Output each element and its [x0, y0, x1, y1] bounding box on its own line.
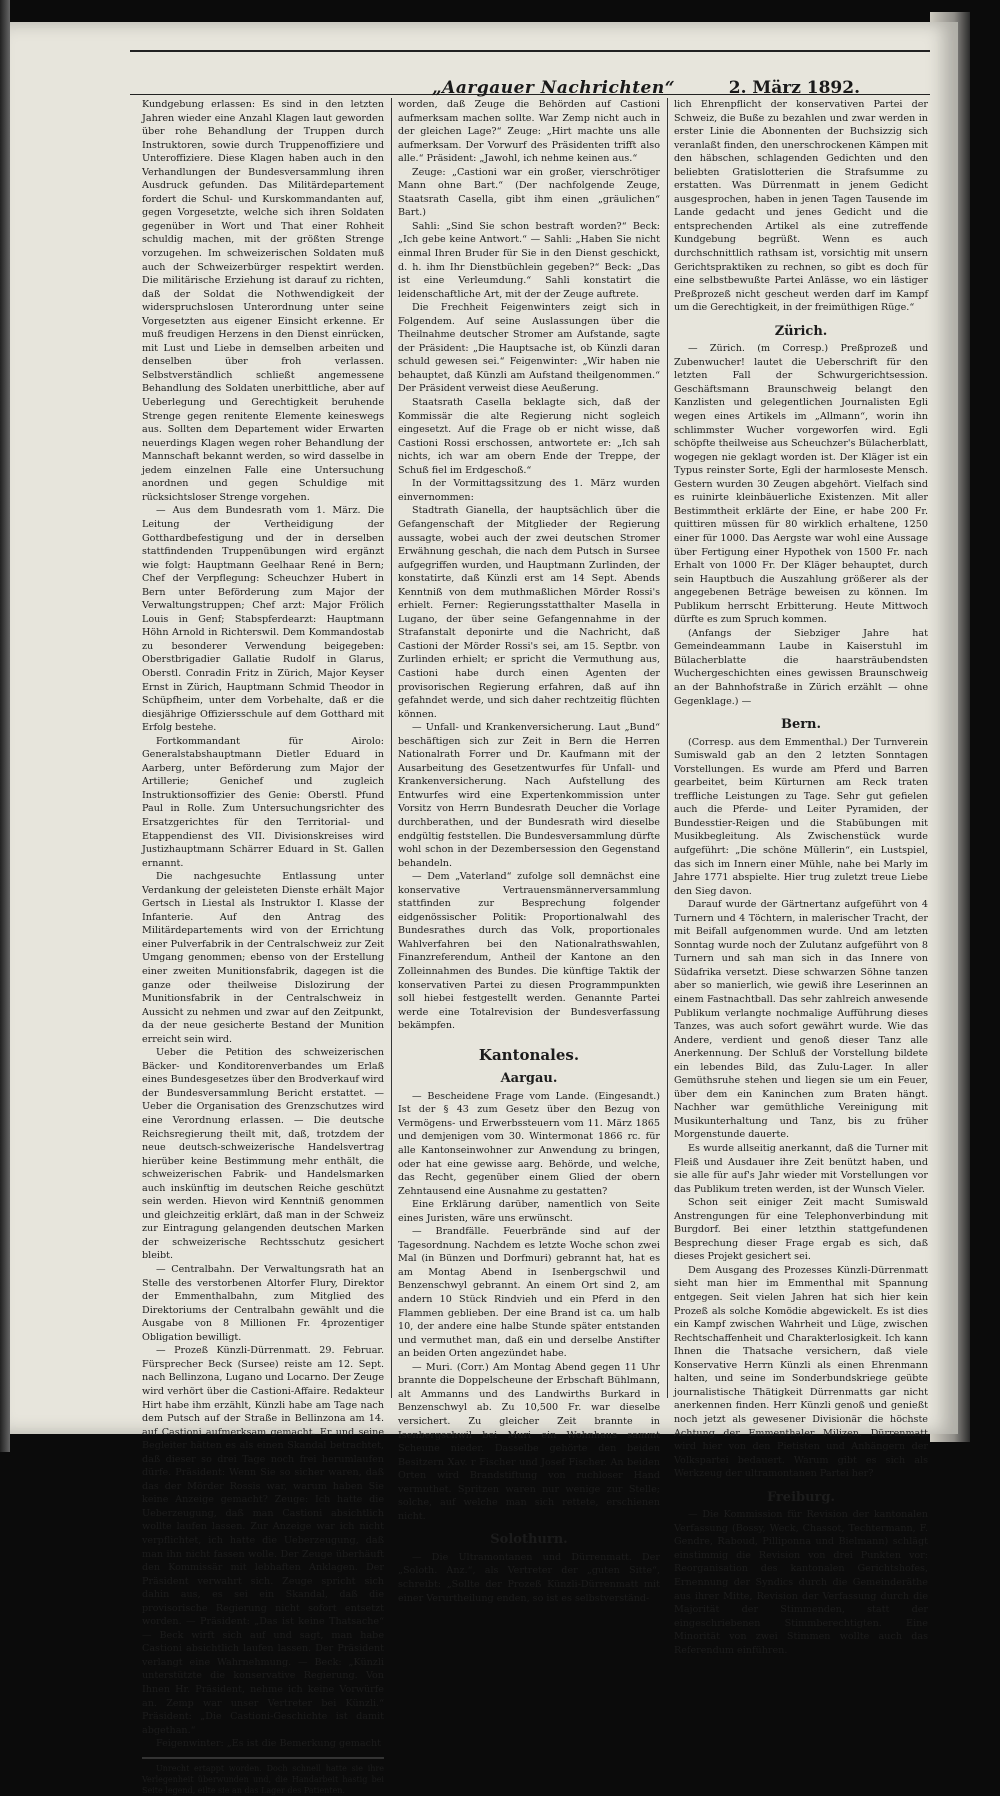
- column-2: [398, 98, 660, 1604]
- col1-paragraph: — Aus dem Bundesrath vom 1. März. Die Leitung der Vertheidigung der Gotthardbefestigung und der in derselben stattfindenden Truppenübungen wird ergänzt wie folgt: Hauptmann Geelhaar René in Bern; Chef der Verpflegung: Scheuchzer Hubert in Bern unter Beförderung zum Major der Verwaltungstruppen; Chef arzt: Major Frölich Louis in Genf; Stabspferdearzt: Hauptmann Höhn Arnold in Richterswil. Dem Kommandostab zu besonderer Verwendung beigegeben: Oberstbrigadier Gallatie Rudolf in Glarus, Oberstl. Conradin Fritz in Zürich, Major Keyser Ernst in Zürich, Hauptmann Schmid Theodor in Schüpfheim, unter dem Vorbehalte, daß er die diesjährige Offiziersschule auf dem Gotthard mit Erfolg bestehe.: [142, 505, 384, 734]
- col1-paragraph: Kundgebung erlassen: Es sind in den letzten Jahren wieder eine Anzahl Klagen laut geworden über rohe Behandlung der Truppen durch Instruktoren, sowie durch Truppenoffiziere und Unteroffiziere. Diese Klagen haben auch in den Verhandlungen der Bundesversammlung ihren Ausdruck gefunden. Das Militärdepartement fordert die Schul- und Kurskommandanten auf, gegen Vorgesetzte, welche sich ihren Soldaten gegenüber in Wort und That einer Rohheit schuldig machen, mit der größten Strenge vorzugehen. Im schweizerischen Soldaten muß auch der Schweizerbürger respektirt werden. Die militärische Erziehung ist darauf zu richten, daß der Soldat die Nothwendigkeit der widerspruchslosen Unterordnung unter seine Vorgesetzten aus eigener Einsicht erkenne. Er muß freudigen Herzens in den Dienst einrücken, mit Lust und Liebe in demselben arbeiten und denselben über froh verlassen. Selbstverständlich schließt angemessene Behandlung des Soldaten unerbittliche, aber auf Ueberlegung und Gerechtigkeit beruhende Strenge gegen renitente Elemente keineswegs aus. Sollten dem Departement wider Erwarten neuerdings Klagen wegen roher Behandlung der Mannschaft bekannt werden, so wird dasselbe in jedem einzelnen Falle eine Untersuchung anordnen und gegen Schuldige mit rücksichtsloser Strenge vorgehen.: [142, 99, 384, 503]
- section-heading-aargau: Aargau.: [500, 1071, 558, 1087]
- scan-left-edge: [0, 0, 10, 1452]
- col2-paragraph: worden, daß Zeuge die Behörden auf Castioni aufmerksam machen sollte. War Zemp nicht auch in der gleichen Lage?“ Zeuge: „Hirt machte uns alle aufmerksam. Der Vorwurf des Präsidenten trifft also alle.“ Präsident: „Jawohl, ich nehme keinen aus.“: [398, 99, 660, 165]
- bern-paragraph: Dem Ausgang des Prozesses Künzli-Dürrenmatt sieht man hier im Emmenthal mit Spannung entgegen. Seit vielen Jahren hat sich hier kein Prozeß als solche Komödie abgewickelt. Es ist dies ein Kampf zwischen Wahrheit und Lüge, zwischen Rechtschaffenheit und Charakterlosigkeit. Ich kann Ihnen die Thatsache versichern, daß viele Konservative Herrn Künzli als einen Ehrenmann halten, und seine im Sonderbundskriege geübte journalistische Thätigkeit Dürrenmatts gar nicht anerkennen finden. Herr Künzli genoß und genießt noch jetzt als gewesener Divisionär die höchste Achtung der Emmenthaler Milizen. Dürrenmatt wird hier von den Pietisten und Anhängern der Volkspartei bedauert. Warum gibt es sich als Werkzeug der ultramontanen Partei her?: [674, 1264, 928, 1480]
- col2-paragraph: Stadtrath Gianella, der hauptsächlich über die Gefangenschaft der Mitglieder der Regierung aussagte, wobei auch der zwei deutschen Stromer Erwähnung geschah, die nach dem Putsch in Sursee aufgegriffen wurden, und Hauptmann Zurlinden, der konstatirte, daß Künzli erst am 14 Sept. Abends Kenntniß von dem muthmaßlichen Mörder Rossi's erhielt. Ferner: Regierungsstatthalter Masella in Lugano, der über seine Gefangennahme in der Strafanstalt deponirte und die Nachricht, daß Castioni der Mörder Rossi's sei, am 15. Septbr. von Zurlinden erhielt; er spricht die Vermuthung aus, Castioni habe durch einen Agenten der provisorischen Regierung erfahren, daß auf ihn gefahndet werde, und sich daher rechtzeitig flüchten können.: [398, 505, 660, 720]
- section-heading-freiburg: Freiburg.: [766, 1489, 836, 1505]
- section-heading-zuerich: Zürich.: [774, 323, 828, 339]
- column-1: [142, 98, 384, 1795]
- bern-paragraph: (Corresp. aus dem Emmenthal.) Der Turnverein Sumiswald gab an den 2 letzten Sonntagen Vorstellungen. Es wurde am Pferd und Barren gearbeitet, beim Kürturnen am Reck traten treffliche Leistungen zu Tage. Sehr gut gefielen auch die Pferde- und Leiter Pyramiden, der Bundesstier-Reigen und die Stabübungen mit Musikbegleitung. Als Zwischenstück wurde aufgeführt: „Die schöne Müllerin“, ein Lustspiel, das sich im Innern einer Mühle, nahe bei Marly im Jahre 1771 abspielte. Hier trug zuletzt treue Liebe den Sieg davon.: [674, 736, 928, 897]
- section-heading-bern: Bern.: [780, 717, 822, 733]
- section-heading-solothurn: Solothurn.: [490, 1532, 568, 1548]
- column-3: [674, 98, 928, 1656]
- col2-paragraph: Sahli: „Sind Sie schon bestraft worden?“ Beck: „Ich gebe keine Antwort.“ — Sahli: „Haben Sie nicht einmal Ihren Bruder für Sie in den Dienst geschickt, d. h. ihm Ihr Dienstbüchlein gegeben?“ Beck: „Das ist eine Verleumdung.“ Sahli konstatirt die leidenschaftliche Art, mit der der Zeuge auftrete.: [398, 220, 660, 300]
- aargau-paragraph: — Brandfälle. Feuerbrände sind auf der Tagesordnung. Nachdem es letzte Woche schon zwei Mal (in Bünzen und Dorfmuri) gebrannt hat, hat es am Montag Abend in Isenbergschwil und Benzenschwyl gebrannt. An einem Ort sind 2, am andern 10 Stück Rindvieh und ein Pferd in den Flammen geblieben. Der eine Brand ist ca. um halb 10, der andere eine halbe Stunde später entstanden und vermuthet man, daß ein und derselbe Anstifter an beiden Orten angezündet habe.: [398, 1226, 660, 1360]
- zuerich-paragraph: (Anfangs der Siebziger Jahre hat Gemeindeammann Laube in Kaiserstuhl im Bülacherblatte die haarsträubendsten Wuchergeschichten eines gewissen Braunschweig an der Bahnhofstraße in Zürich erzählt — ohne Gegenklage.) —: [674, 627, 928, 707]
- col2-paragraph: — Unfall- und Krankenversicherung. Laut „Bund“ beschäftigen sich zur Zeit in Bern die Herren Nationalrath Forrer und Dr. Kaufmann mit der Ausarbeitung des Gesetzentwurfes für Unfall- und Krankenversicherung. Nach Aufstellung des Entwurfes wird eine Expertenkommission unter Vorsitz von Herrn Bundesrath Deucher die Vorlage durchberathen, und der Bundesrath wird dieselbe endgültig feststellen. Die Bundesversammlung dürfte wohl schon in der Dezembersession den Gegenstand behandeln.: [398, 722, 660, 869]
- issue-date: 2. März 1892.: [728, 78, 860, 98]
- aargau-paragraph: — Muri. (Corr.) Am Montag Abend gegen 11 Uhr brannte die Doppelscheune der Erbschaft Bühlmann, alt Ammanns und des Landwirths Burkard in Benzenschwyl ab. Zu 10,500 Fr. war dieselbe versichert. Zu gleicher Zeit brannte in Isenbergschwil bei Muri ein Wohnhaus sammt Scheune nieder. Dasselbe gehörte den beiden Besitzern Xav. r Fischer und Josef Fischer. An beiden Orten wird Brandstiftung von ruchloser Hand vermuthet. Spritzen waren nur wenige zur Stelle; solche, auf welche man sich rettete, erschienen nicht.: [398, 1361, 660, 1522]
- page-header: [130, 50, 930, 98]
- aargau-paragraph: — Bescheidene Frage vom Lande. (Eingesandt.) Ist der § 43 zum Gesetz über den Bezug von Vermögens- und Erwerbssteuern vom 11. März 1865 und demjenigen vom 30. Wintermonat 1866 rc. für alle Kantonseinwohner zur Anwendung zu bringen, oder hat eine gewisse aarg. Behörde, und welche, das Recht, gegenüber einem Glied der obern Zehntausend eine Ausnahme zu gestatten?: [398, 1090, 660, 1197]
- feuilleton-footnote: Unrecht ertappt worden. Doch schnell hatte sie ihre Verlegenheit überwunden und, die Handarbeit hastig bei Seite legend, eilte sie an das Lager des Patienten.: [142, 1763, 384, 1795]
- zuerich-paragraph: — Zürich. (m Corresp.) Preßprozeß und Zubenwucher! lautet die Ueberschrift für den letzten Fall der Schwurgerichtsession. Geschäftsmann Braunschweig belangt den Kanzlisten und gelegentlichen Journalisten Egli wegen eines Artikels im „Allmann“, worin ihn schlimmster Wucher vorgeworfen wird. Egli schöpfte theilweise aus Scheuchzer's Bülacherblatt, wogegen nie geklagt worden ist. Der Kläger ist ein Typus reinster Sorte, Egli der harmloseste Mensch. Gestern wurden 30 Zeugen abgehört. Vielfach sind es ruinirte kleinbäuerliche Existenzen. Mit aller Bestimmtheit erklärte der Eine, er habe 200 Fr. quittiren müssen für 80 wirklich erhaltene, 1250 einer für 1000. Das Aergste war wohl eine Aussage über Fertigung einer Hypothek von 1500 Fr. nach Erhalt von 1000 Fr. Der Kläger behauptet, durch sein Hauptbuch die Auszahlung größerer als der angegebenen Beträge beweisen zu können. Im Publikum herrscht Erbitterung. Heute Mittwoch dürfte es zum Spruch kommen.: [674, 343, 928, 626]
- newspaper-title: „Aargauer Nachrichten“: [431, 78, 675, 98]
- col1-paragraph: Fortkommandant für Airolo: Generalstabshauptmann Dietler Eduard in Aarberg, unter Beförderung zum Major der Artillerie; Genichef und zugleich Instruktionsoffizier des Genie: Oberstl. Pfund Paul in Rolle. Zum Untersuchungsrichter des Ersatzgerichtes für den Territorial- und Etappendienst des VII. Divisionskreises wird Justizhauptmann Schärrer Eduard in St. Gallen ernannt.: [142, 735, 384, 869]
- col2-paragraph: — Dem „Vaterland“ zufolge soll demnächst eine konservative Vertrauensmännerversammlung stattfinden zur Besprechung folgender eidgenössischer Politik: Proportionalwahl des Bundesrathes durch das Volk, proportionales Wahlverfahren bei den Nationalrathswahlen, Finanzreferendum, Antheil der Kantone an den Zolleinnahmen des Bundes. Die künftige Taktik der konservativen Partei zu diesen Programmpunkten soll hiebei festgestellt werden. Genannte Partei werde eine Totalrevision der Bundesverfassung bekämpfen.: [398, 871, 660, 1032]
- col2-paragraph: Staatsrath Casella beklagte sich, daß der Kommissär die alte Regierung nicht sogleich eingesetzt. Auf die Frage ob er nicht wisse, daß Castioni Rossi erschossen, antwortete er: „Ich sah nichts, ich war am obern Ende der Treppe, der Schuß fiel im Erdgeschoß.“: [398, 397, 660, 476]
- freiburg-paragraph: — Die Kommission für Revision der kantonalen Verfassung (Bossy, Weck, Chassot, Techtermann, F. Gendre, Raboud, Pilliponna und Bielmann) schlägt einstimmig die Revision von drei Punkten vor: Reorganisation des kantonalen Gerichtshofes, Ernennung der Syndics durch die Gemeinderäthe aus ihrer Mitte, Revision der Verfassung durch die Majorität der Stimmenden, statt der eingeschriebenen Stimmberechtigten. Eine Minorität von zwei Stimmen wollte auch das Referendum einführen.: [674, 1509, 928, 1656]
- header-top-rule: [130, 50, 930, 52]
- col2-paragraph: In der Vormittagssitzung des 1. März wurden einvernommen:: [398, 478, 660, 503]
- bern-paragraph: Es wurde allseitig anerkannt, daß die Turner mit Fleiß und Ausdauer ihre Zeit benützt haben, und sie alle für auf's Jahr wieder mit Vorstellungen vor das Publikum treten werden, ist der Wunsch Vieler.: [674, 1143, 928, 1195]
- col1-paragraph: Ueber die Petition des schweizerischen Bäcker- und Konditorenverbandes um Erlaß eines Bundesgesetzes über den Brodverkauf wird der Bundesversammlung Bericht erstattet. — Ueber die Organisation des Grenzschutzes wird eine Verordnung erlassen. — Die deutsche Reichsregierung theilt mit, daß, trotzdem der neue deutsch-schweizerische Handelsvertrag hierüber keine Bestimmung mehr enthält, die schweizerischen Fabrik- und Handelsmarken auch inskünftig im deutschen Reiche geschützt sein werden. Hievon wird Kenntniß genommen und gleichzeitig erklärt, daß man in der Schweiz zur Eintragung gelangenden deutschen Marken der schweizerische Rechtsschutz gesichert bleibt.: [142, 1047, 384, 1262]
- bern-paragraph: Schon seit einiger Zeit macht Sumiswald Anstrengungen für eine Telephonverbindung mit Burgdorf. Bei einer letzthin stattgefundenen Besprechung dieser Frage ergab es sich, daß dieses Projekt gesichert sei.: [674, 1197, 928, 1263]
- column-rule-2: [667, 98, 668, 1398]
- col2-paragraph: Die Frechheit Feigenwinters zeigt sich in Folgendem. Auf seine Auslassungen über die Theilnahme deutscher Stromer am Aufstande, sagte der Präsident: „Die Hauptsache ist, ob Künzli daran schuld gewesen sei.“ Feigenwinter: „Wir haben nie behauptet, daß Künzli am Aufstand theilgenommen.“ Der Präsident verweist diese Aeußerung.: [398, 302, 660, 395]
- footnote-rule: [142, 1757, 384, 1759]
- col1-paragraph: Feigenwinter: „Es ist die Bemerkung gemacht: [156, 1738, 382, 1750]
- column-rule-1: [391, 98, 392, 1398]
- aargau-paragraph: Eine Erklärung darüber, namentlich von Seite eines Juristen, wäre uns erwünscht.: [398, 1199, 660, 1224]
- col1-paragraph: — Prozeß Künzli-Dürrenmatt. 29. Februar. Fürsprecher Beck (Sursee) reiste am 12. Sept. nach Bellinzona, Lugano und Locarno. Der Zeuge wird verhört über die Castioni-Affaire. Redakteur Hirt habe ihm erzählt, Künzli habe am Tage nach dem Putsch auf der Straße in Bellinzona am 14. auf Castioni aufmerksam gemacht. Er und seine Begleiter hätten es als einen Skandal betrachtet, daß dieser so drei Tage noch frei herumlaufen dürfe. Präsident: Wenn Sie so sicher waren, daß das der Mörder Rossis war, warum haben Sie keine Anzeige gemacht? Zeuge: Ich hatte die Ueberzeugung, daß man Castioni absichtlich wollte laufen lassen. Zur Anzeige war ich nicht verpflichtet, ich hatte die Ueberzeugung, daß man ihn nicht fassen wolle. Der Zeuge überhäuft den Kommissär mit lebhaften Anklagen. Der Präsident verwahrt sich. Zeuge spricht sich dahin aus, es sei ein Skandal, daß die provisorische Regierung nicht sofort entsetzt worden. — Präsident: „Das ist keine Thatsache“ — Beck wirft sich auf und sagt, man habe Castioni absichtlich laufen lassen. Der Präsident verlangt eine Wahrnehmung. — Beck: „Künzli unterstützte die konservative Regierung. Von Ihnen Hr. Präsident, nehme ich keine Vorwürfe an. Zemp war unser Vertreter bei Künzli.“ Präsident: „Die Castioni-Geschichte ist damit abgethan.“: [142, 1345, 384, 1736]
- col1-paragraph: — Centralbahn. Der Verwaltungsrath hat an Stelle des verstorbenen Altorfer Flury, Direktor der Emmenthalbahn, zum Mitglied des Direktoriums der Centralbahn gewählt und die Ausgabe von 8 Millionen Fr. 4prozentiger Obligation bewilligt.: [142, 1264, 384, 1343]
- col1-paragraph: Die nachgesuchte Entlassung unter Verdankung der geleisteten Dienste erhält Major Gertsch in Liestal als Instruktor I. Klasse der Infanterie. Auf den Antrag des Militärdepartements wird von der Errichtung einer Pulverfabrik in der Centralschweiz zur Zeit Umgang genommen; ebenso von der Erstellung einer zweiten Munitionsfabrik, dagegen ist die ganze oder theilweise Dislozirung der Munitionsfabrik in der Centralschweiz in Aussicht zu nehmen und zwar auf den Zeitpunkt, da der neue gesicherte Bestand der Munition erreicht sein wird.: [142, 871, 384, 1045]
- col3-paragraph: lich Ehrenpflicht der konservativen Partei der Schweiz, die Buße zu bezahlen und zwar werden in erster Linie die Abonnenten der Buchsizzig sich veranlaßt finden, den unerschrockenen Kämpen mit den häbschen, schlagenden Gedichten und den beliebten Gratislotterien die Strafsumme zu erstatten. Was Dürrenmatt in jenem Gedicht ausgesprochen, haben in jenen Tagen Tausende im Lande gedacht und jenes Gedicht und die entsprechenden Artikel als eine zutreffende Kundgebung begrüßt. Wenn es auch durchschnittlich rathsam ist, vorsichtig mit unsern Gerichtspraktiken zu rechnen, so gibt es doch für eine selbstbewußte Partei Anlässe, wo ein lästiger Preßprozeß nicht gescheut werden darf im Kampf um die Gerechtigkeit, in der freimüthigen Rüge.“: [674, 99, 928, 314]
- col2-paragraph: Zeuge: „Castioni war ein großer, vierschrötiger Mann ohne Bart.“ (Der nachfolgende Zeuge, Staatsrath Casella, gibt ihm einen „gräulichen“ Bart.): [398, 166, 660, 219]
- section-heading-kantonales: Kantonales.: [478, 1045, 580, 1064]
- solothurn-paragraph: — Die Ultramontanen und Dürrenmatt. Der „Soloth. Anz.“, als Vertreter der „guten Sitte“, schreibt: „Sollte der Prozeß Künzli-Dürrenmatt mit einer Verurtheilung enden, so ist es selbstverständ-: [398, 1551, 660, 1604]
- bern-paragraph: Darauf wurde der Gärtnertanz aufgeführt von 4 Turnern und 4 Töchtern, in malerischer Tracht, der mit Beifall aufgenommen wurde. Und am letzten Sonntag wurde noch der Zulutanz aufgeführt von 8 Turnern und sah man sich in das Innere von Südafrika versetzt. Diese schwarzen Söhne tanzen aber so manierlich, wie gewiß ihre Leserinnen an einem Fastnachtball. Das sehr zahlreich anwesende Publikum verlangte nochmalige Aufführung dieses Tanzes, was auch sofort gewährt wurde. Wie das Andere, verdient und genoß dieser Tanz alle Anerkennung. Der Schluß der Vorstellung bildete ein lebendes Bild, das Zulu-Lager. In aller Gemüthsruhe stehen und liegen sie um ein Feuer, über dem ein Kaninchen zum Braten hängt. Nachher war gemüthliche Vereinigung mit Musikunterhaltung und Tanz, bis zu früher Morgenstunde dauerte.: [674, 899, 928, 1141]
